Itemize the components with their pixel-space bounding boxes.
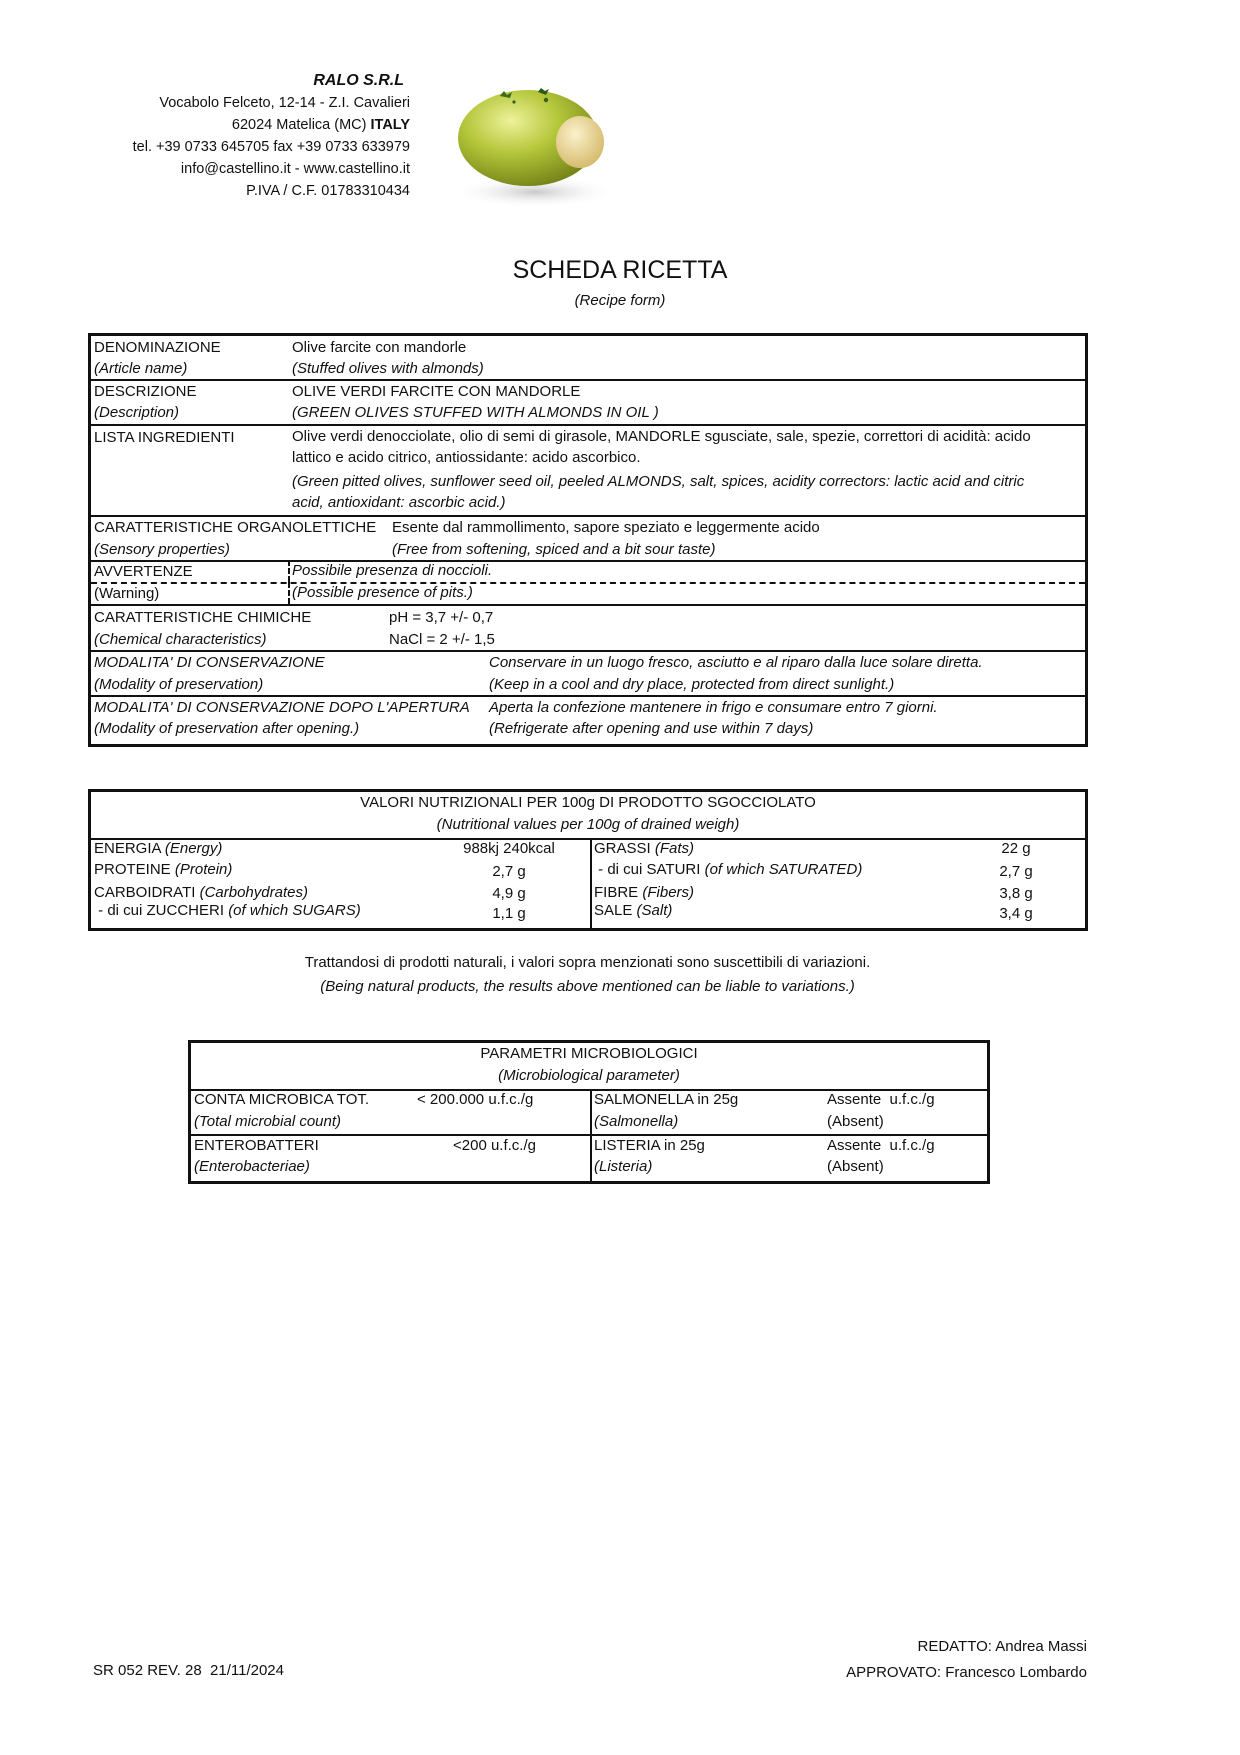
row-apertura bbox=[91, 697, 1085, 744]
nutrient-label-en: (Salt) bbox=[636, 902, 673, 919]
nutrition-row bbox=[94, 900, 361, 922]
nutrition-table bbox=[88, 789, 1088, 931]
nutrition-row bbox=[94, 838, 222, 860]
value-nacl: NaCl = 2 +/- 1,5 bbox=[389, 631, 495, 648]
label-conservazione-en: (Modality of preservation) bbox=[94, 676, 264, 693]
company-city: 62024 Matelica (MC) bbox=[231, 117, 367, 133]
signatures bbox=[846, 1634, 1087, 1686]
nutrient-value: 988kj 240kcal bbox=[463, 840, 555, 857]
value-avvertenze-en: (Possible presence of pits.) bbox=[288, 582, 473, 604]
nutrition-subtitle: (Nutritional values per 100g of drained weigh) bbox=[436, 816, 740, 833]
nutrition-row bbox=[594, 838, 694, 860]
nutrient-label: - di cui SATURI bbox=[594, 861, 701, 878]
label-apertura-en: (Modality of preservation after opening.) bbox=[94, 720, 360, 737]
row-organolettiche bbox=[91, 517, 1085, 562]
value-ph: pH = 3,7 +/- 0,7 bbox=[389, 609, 494, 626]
nutrient-label-en: (Carbohydrates) bbox=[199, 884, 308, 901]
value-ingredienti-en-l2: acid, antioxidant: ascorbic acid.) bbox=[292, 494, 506, 511]
nutrient-value: 3,4 g bbox=[999, 905, 1033, 922]
label-denominazione: DENOMINAZIONE bbox=[94, 339, 221, 356]
value-apertura-en: (Refrigerate after opening and use within 7 days) bbox=[489, 720, 814, 737]
company-phone: tel. +39 0733 645705 fax +39 0733 633979 bbox=[132, 139, 410, 155]
row-conservazione bbox=[91, 652, 1085, 697]
recipe-table bbox=[88, 333, 1088, 747]
approvato: APPROVATO: Francesco Lombardo bbox=[846, 1664, 1087, 1681]
row-denominazione bbox=[91, 336, 1085, 381]
micro-header bbox=[191, 1043, 987, 1091]
nutrient-value: 2,7 g bbox=[999, 863, 1033, 880]
label-ingredienti: LISTA INGREDIENTI bbox=[94, 429, 235, 446]
micro-value-en: (Absent) bbox=[827, 1158, 884, 1175]
value-avvertenze: Possibile presenza di noccioli. bbox=[288, 560, 492, 582]
page-subtitle: (Recipe form) bbox=[574, 292, 666, 309]
nutrient-label: PROTEINE bbox=[94, 861, 171, 878]
micro-label: ENTEROBATTERI bbox=[194, 1137, 319, 1154]
nutrition-row bbox=[94, 859, 232, 881]
label-chimiche: CARATTERISTICHE CHIMICHE bbox=[94, 609, 312, 626]
nutrient-value: 2,7 g bbox=[492, 863, 526, 880]
company-address-line1: Vocabolo Felceto, 12-14 - Z.I. Cavalieri bbox=[159, 95, 410, 111]
label-apertura: MODALITA' DI CONSERVAZIONE DOPO L'APERTURA bbox=[94, 699, 470, 716]
micro-label: LISTERIA in 25g bbox=[594, 1137, 705, 1154]
nutrient-value: 1,1 g bbox=[492, 905, 526, 922]
nutrient-label: FIBRE bbox=[594, 884, 639, 901]
micro-value: <200 u.f.c./g bbox=[453, 1137, 536, 1154]
document-code: SR 052 REV. 28 21/11/2024 bbox=[93, 1662, 284, 1679]
olive-logo-image bbox=[440, 80, 640, 210]
row-descrizione bbox=[91, 381, 1085, 426]
nutrient-label-en: (Fibers) bbox=[642, 884, 695, 901]
row-chimiche bbox=[91, 606, 1085, 652]
variation-note bbox=[0, 951, 1175, 999]
nutrient-label: SALE bbox=[594, 902, 633, 919]
nutrient-label: ENERGIA bbox=[94, 840, 161, 857]
company-name: RALO S.R.L bbox=[313, 72, 404, 89]
company-country: ITALY bbox=[370, 117, 410, 133]
row-avvertenze bbox=[91, 562, 1085, 584]
label-descrizione: DESCRIZIONE bbox=[94, 383, 197, 400]
label-organolettiche-en: (Sensory properties) bbox=[94, 541, 230, 558]
nutrient-value: 4,9 g bbox=[492, 885, 526, 902]
value-organolettiche-en: (Free from softening, spiced and a bit sour taste) bbox=[392, 541, 716, 558]
nutrient-label-en: (of which SATURATED) bbox=[704, 861, 863, 878]
micro-label: SALMONELLA in 25g bbox=[594, 1091, 739, 1108]
company-vat: P.IVA / C.F. 01783310434 bbox=[246, 183, 410, 199]
nutrient-label-en: (Protein) bbox=[174, 861, 233, 878]
value-conservazione: Conservare in un luogo fresco, asciutto e al riparo dalla luce solare diretta. bbox=[489, 654, 983, 671]
micro-label-en: (Total microbial count) bbox=[194, 1113, 342, 1130]
value-organolettiche: Esente dal rammollimento, sapore speziato e leggermente acido bbox=[392, 519, 820, 536]
label-organolettiche: CARATTERISTICHE ORGANOLETTICHE bbox=[94, 519, 377, 536]
redatto: REDATTO: Andrea Massi bbox=[917, 1638, 1087, 1655]
nutrition-row bbox=[594, 900, 672, 922]
company-address-line2 bbox=[60, 114, 410, 136]
microbiological-table bbox=[188, 1040, 990, 1184]
nutrition-row bbox=[594, 859, 862, 881]
nutrition-header bbox=[91, 792, 1085, 840]
micro-label-en: (Salmonella) bbox=[594, 1113, 679, 1130]
micro-divider bbox=[590, 1089, 592, 1181]
label-descrizione-en: (Description) bbox=[94, 404, 180, 421]
nutrient-value: 22 g bbox=[1001, 840, 1031, 857]
micro-value: < 200.000 u.f.c./g bbox=[417, 1091, 534, 1108]
value-denominazione: Olive farcite con mandorle bbox=[292, 339, 467, 356]
variation-note-it: Trattandosi di prodotti naturali, i valori sopra menzionati sono suscettibili di variazioni. bbox=[304, 954, 871, 971]
micro-value: Assente u.f.c./g bbox=[827, 1091, 935, 1108]
nutrient-label-en: (Fats) bbox=[654, 840, 695, 857]
nutrient-value: 3,8 g bbox=[999, 885, 1033, 902]
micro-label-en: (Listeria) bbox=[594, 1158, 653, 1175]
label-avvertenze-en: (Warning) bbox=[94, 585, 160, 602]
nutrient-label: - di cui ZUCCHERI bbox=[94, 902, 225, 919]
value-descrizione-en: (GREEN OLIVES STUFFED WITH ALMONDS IN OIL ) bbox=[292, 404, 659, 421]
nutrient-label-en: (Energy) bbox=[164, 840, 223, 857]
value-denominazione-en: (Stuffed olives with almonds) bbox=[292, 360, 484, 377]
value-ingredienti-l2: lattico e acido citrico, antiossidante: acido ascorbico. bbox=[292, 449, 641, 466]
value-apertura: Aperta la confezione mantenere in frigo e consumare entro 7 giorni. bbox=[489, 699, 938, 716]
company-web: info@castellino.it - www.castellino.it bbox=[180, 161, 410, 177]
micro-title: PARAMETRI MICROBIOLOGICI bbox=[480, 1045, 698, 1062]
value-ingredienti-l1: Olive verdi denocciolate, olio di semi di girasole, MANDORLE sgusciate, sale, spezie, correttori di acidità: acido bbox=[292, 428, 1031, 445]
label-chimiche-en: (Chemical characteristics) bbox=[94, 631, 267, 648]
label-avvertenze: AVVERTENZE bbox=[94, 563, 193, 580]
value-ingredienti-en-l1: (Green pitted olives, sunflower seed oil, peeled ALMONDS, salt, spices, acidity correctors: lactic acid and citric bbox=[292, 473, 1025, 490]
nutrition-title: VALORI NUTRIZIONALI PER 100g DI PRODOTTO SGOCCIOLATO bbox=[360, 794, 816, 811]
nutrient-label-en: (of which SUGARS) bbox=[228, 902, 361, 919]
value-conservazione-en: (Keep in a cool and dry place, protected from direct sunlight.) bbox=[489, 676, 895, 693]
label-denominazione-en: (Article name) bbox=[94, 360, 188, 377]
micro-label-en: (Enterobacteriae) bbox=[194, 1158, 310, 1175]
nutrient-label: CARBOIDRATI bbox=[94, 884, 196, 901]
value-descrizione: OLIVE VERDI FARCITE CON MANDORLE bbox=[292, 383, 581, 400]
row-avvertenze-en bbox=[91, 584, 1085, 606]
page-title: SCHEDA RICETTA bbox=[512, 256, 728, 284]
variation-note-en: (Being natural products, the results above mentioned can be liable to variations.) bbox=[320, 978, 855, 995]
micro-value: Assente u.f.c./g bbox=[827, 1137, 935, 1154]
nutrition-divider bbox=[590, 838, 592, 928]
company-info bbox=[60, 70, 410, 202]
row-ingredienti bbox=[91, 426, 1085, 517]
label-conservazione: MODALITA' DI CONSERVAZIONE bbox=[94, 654, 325, 671]
micro-subtitle: (Microbiological parameter) bbox=[498, 1067, 680, 1084]
micro-value-en: (Absent) bbox=[827, 1113, 884, 1130]
nutrient-label: GRASSI bbox=[594, 840, 651, 857]
micro-label: CONTA MICROBICA TOT. bbox=[194, 1091, 370, 1108]
